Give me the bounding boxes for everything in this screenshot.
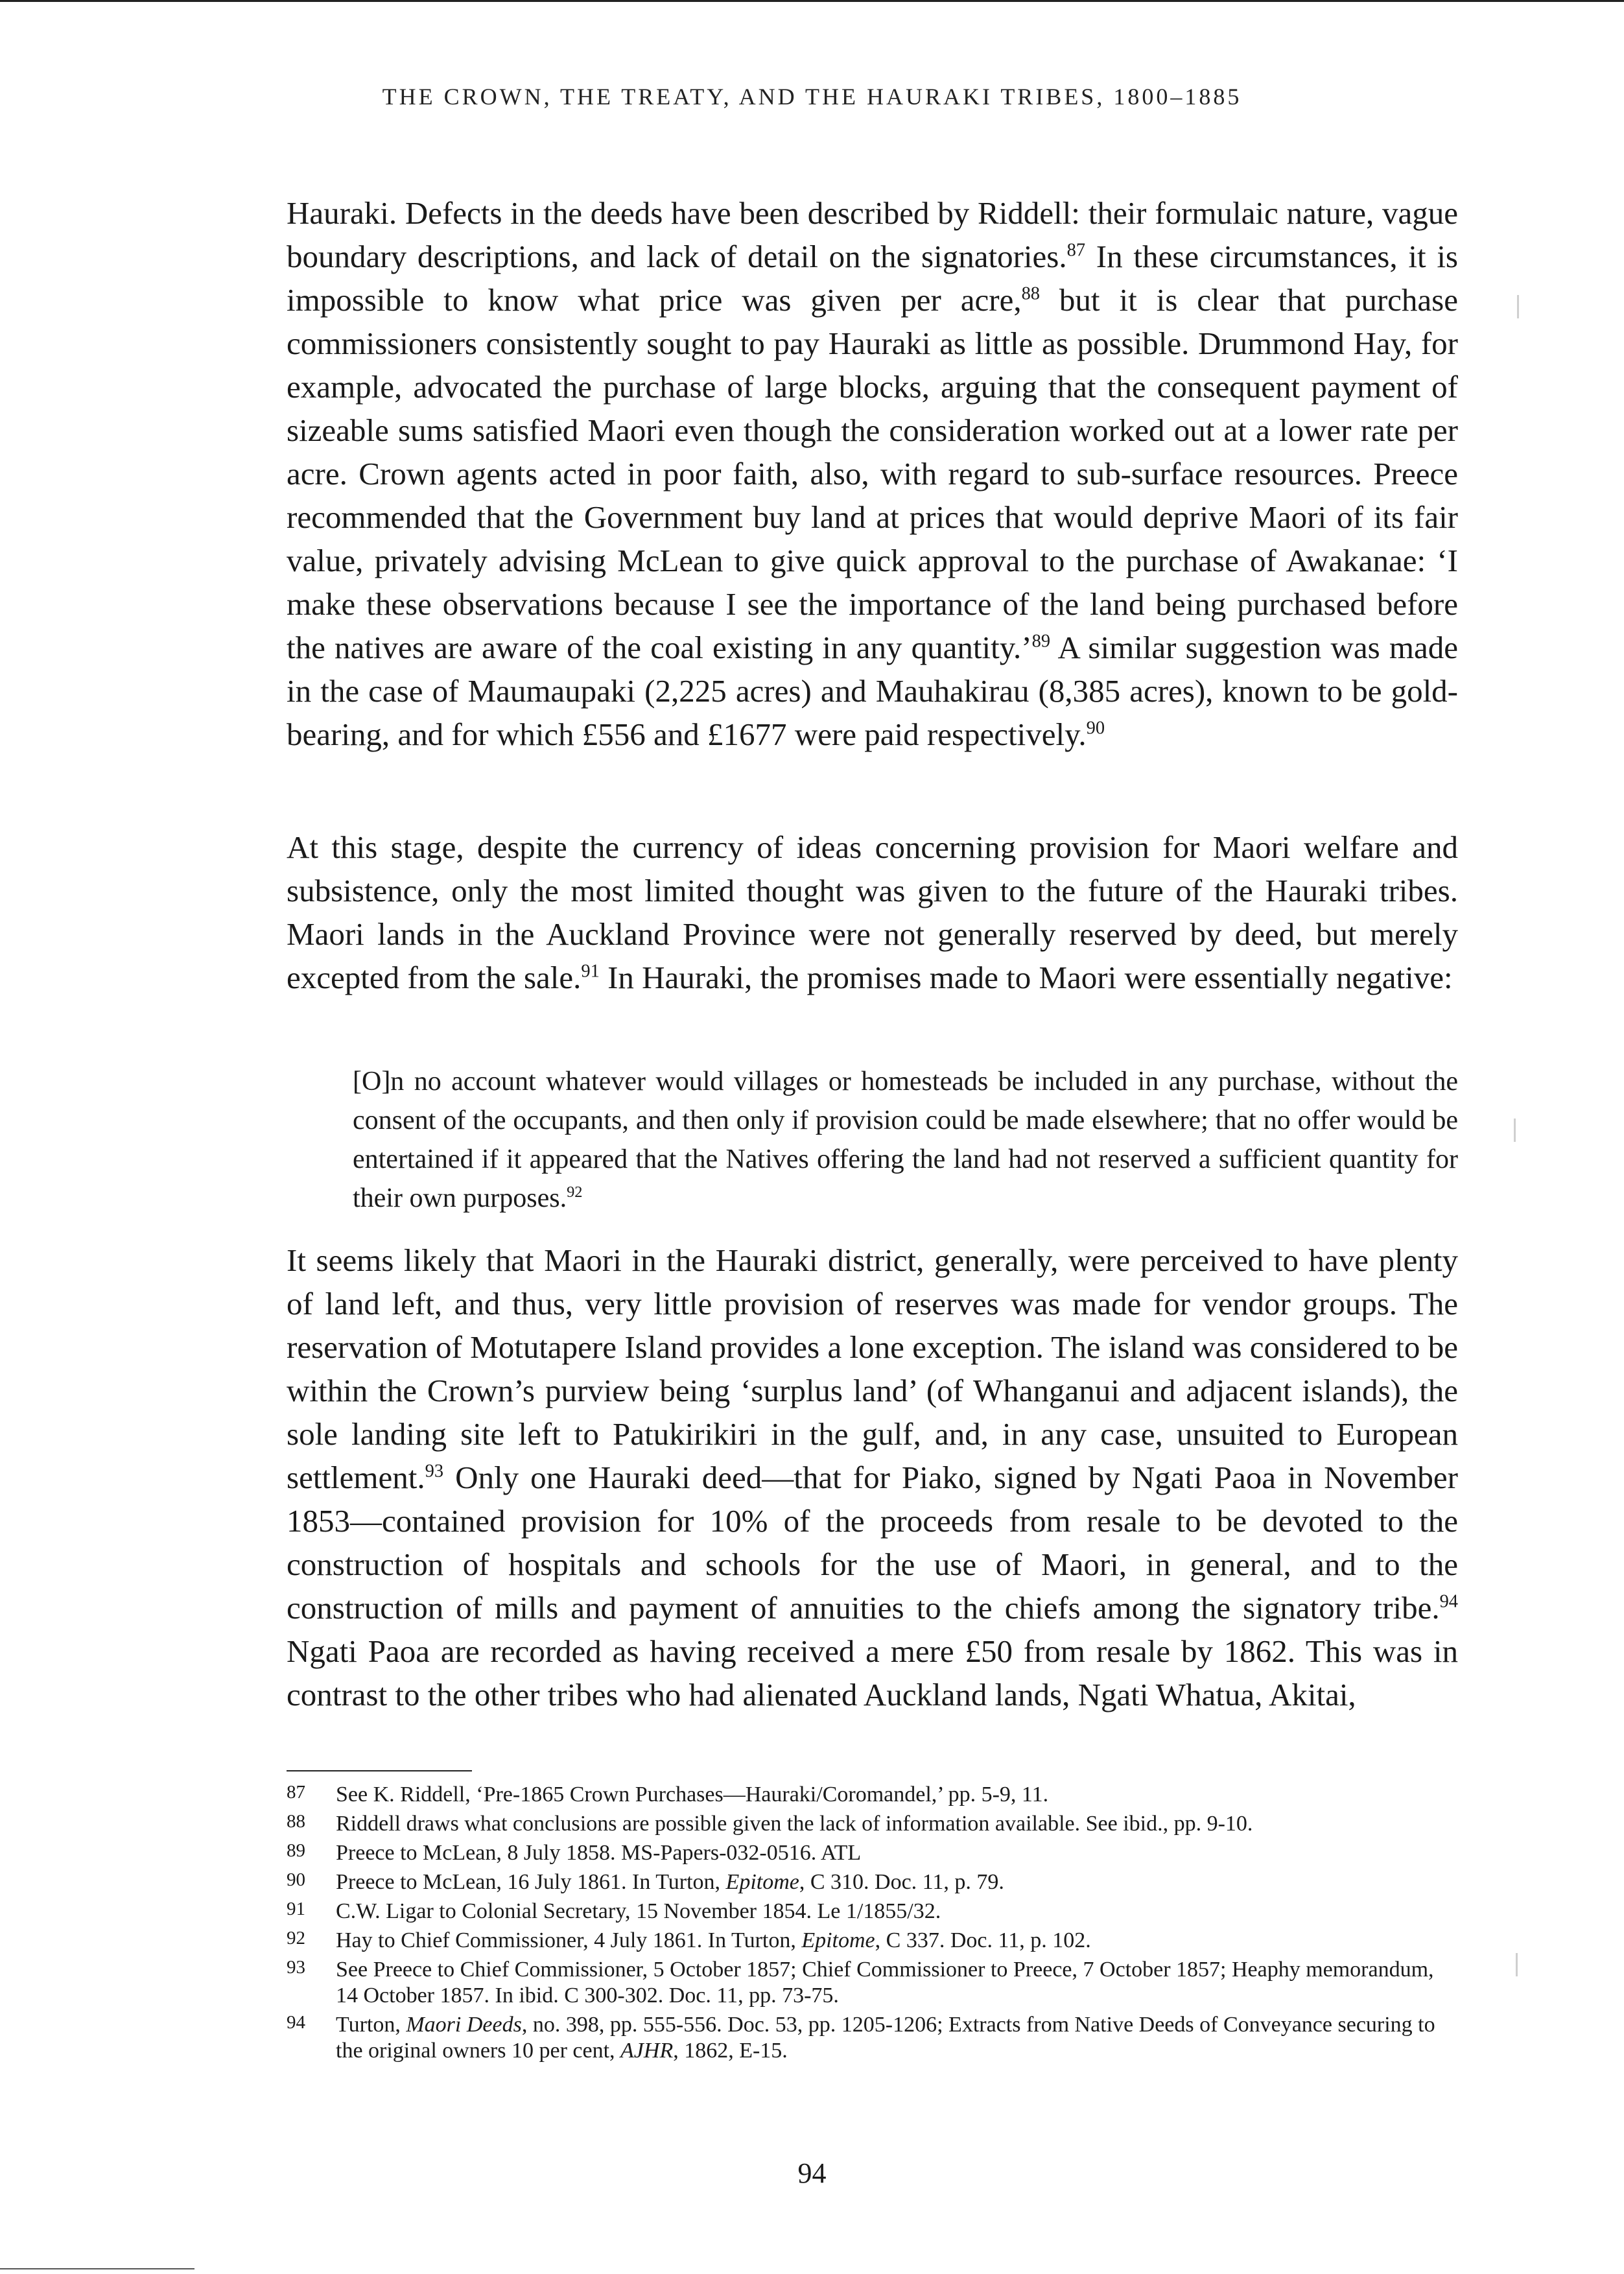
- note-reference: 93: [425, 1461, 444, 1482]
- italic-text: Maori Deeds: [406, 2013, 522, 2037]
- footnote-text: [336, 1958, 1434, 2008]
- footnote-text: [336, 1782, 1048, 1806]
- text-run: Hay to Chief Commissioner, 4 July 1861. In Turton,: [336, 1928, 802, 1952]
- text-run: At this stage, despite the currency of ideas concerning provision for Maori welfare and subsistence, only the most limited thought was given to the future of the Hauraki tribes. Maori lands in the Auckland Province were not generally reserved by deed, but merely excepted from the sale.: [287, 829, 1458, 995]
- note-reference: 87: [1066, 240, 1086, 261]
- footnote: [287, 1957, 1458, 2009]
- note-reference: 88: [1021, 283, 1040, 304]
- text-run: It seems likely that Maori in the Hauraki district, generally, were perceived to have plenty of land left, and thus, very little provision of reserves was made for vendor groups. The reservation of Motutapere Island provides a lone exception. The island was considered to be within the Crown’s purview being ‘surplus land’ (of Whanganui and adjacent islands), the sole landing site left to Patukirikiri in the gulf, and, in any case, unsuited to European settlement.: [287, 1242, 1458, 1495]
- text-run: Turton,: [336, 2013, 406, 2037]
- footnote-number: 87: [287, 1782, 305, 1803]
- text-run: A similar suggestion was made in the case of Maumaupaki (2,225 acres) and Mauhakirau (8,385 acres), known to be gold-bearing, and for which £556 and £1677 were paid respectively.: [287, 630, 1458, 752]
- footnote: [287, 1869, 1458, 1895]
- footnote: [287, 2012, 1458, 2064]
- body-paragraph-2: [287, 825, 1458, 999]
- footnote: [287, 1840, 1458, 1866]
- text-run: Hauraki. Defects in the deeds have been described by Riddell: their formulaic nature, vague boundary descriptions, and lack of detail on the signatories.: [287, 195, 1458, 274]
- text-run: See Preece to Chief Commissioner, 5 October 1857; Chief Commissioner to Preece, 7 October 1857; Heaphy memorandum, 14 October 1857. In ibid. C 300-302. Doc. 11, pp. 73-75.: [336, 1958, 1434, 2008]
- footnote-text: [336, 1899, 941, 1923]
- footnote: [287, 1899, 1458, 1925]
- footnote: [287, 1928, 1458, 1954]
- body-paragraph-3: [287, 1238, 1458, 1716]
- footnote-number: 89: [287, 1840, 305, 1861]
- italic-text: AJHR: [620, 2039, 674, 2063]
- scan-speck: [1514, 1119, 1516, 1142]
- text-run: Riddell draws what conclusions are possible given the lack of information available. See ibid., pp. 9-10.: [336, 1812, 1253, 1836]
- block-quote: [353, 1062, 1458, 1218]
- footnote-text: [336, 1841, 861, 1865]
- text-run: , C 337. Doc. 11, p. 102.: [875, 1928, 1091, 1952]
- italic-text: Epitome: [725, 1870, 799, 1894]
- text-run: C.W. Ligar to Colonial Secretary, 15 November 1854. Le 1/1855/32.: [336, 1899, 941, 1923]
- running-head: THE CROWN, THE TREATY, AND THE HAURAKI TRIBES, 1800–1885: [382, 84, 1242, 110]
- footnote-text: [336, 1812, 1253, 1836]
- text-run: , C 310. Doc. 11, p. 79.: [799, 1870, 1004, 1894]
- text-run: Only one Hauraki deed—that for Piako, signed by Ngati Paoa in November 1853—contained provision for 10% of the proceeds from resale to be devoted to the construction of hospitals and schools for the use of Maori, in general, and to the construction of mills and payment of annuities to the chiefs among the signatory tribe.: [287, 1460, 1458, 1626]
- note-reference: 90: [1086, 718, 1105, 739]
- text-run: Preece to McLean, 8 July 1858. MS-Papers-032-0516. ATL: [336, 1841, 862, 1865]
- text-run: In Hauraki, the promises made to Maori were essentially negative:: [599, 960, 1453, 995]
- footnote-number: 90: [287, 1869, 305, 1890]
- text-run: Ngati Paoa are recorded as having received a mere £50 from resale by 1862. This was in contrast to the other tribes who had alienated Auckland lands, Ngati Whatua, Akitai,: [287, 1633, 1458, 1712]
- scan-speck: [1516, 1953, 1518, 1976]
- footnote-text: [336, 1928, 1091, 1952]
- footnote-text: [336, 1870, 1004, 1894]
- page-number: 94: [797, 2157, 827, 2189]
- footnote-number: 93: [287, 1957, 305, 1978]
- footnote-text: [336, 2013, 1435, 2063]
- italic-text: Epitome: [801, 1928, 875, 1952]
- text-run: but it is clear that purchase commissioners consistently sought to pay Hauraki as little as possible. Drummond Hay, for example, advocated the purchase of large blocks, arguing that the consequent payment of sizeable sums satisfied Maori even though the consideration worked out at a lower rate per acre. Crown agents acted in poor faith, also, with regard to sub-surface resources. Preece recommended that the Government buy land at prices that would deprive Maori of its fair value, privately advising McLean to give quick approval to the purchase of Awakanae: ‘I make these observations because I see the importance of the land being purchased before the natives are aware of the coal existing in any quantity.’: [287, 282, 1458, 665]
- footnotes-list: [287, 1782, 1458, 2067]
- text-run: , no. 398, pp. 555-556. Doc. 53, pp. 1205-1206; Extracts from Native Deeds of Conveyance securing to the original owners 10 per cent,: [336, 2013, 1435, 2063]
- footnote-number: 94: [287, 2012, 305, 2033]
- footnote: [287, 1782, 1458, 1808]
- footnote-number: 92: [287, 1928, 305, 1948]
- text-run: , 1862, E-15.: [673, 2039, 788, 2063]
- footnote: [287, 1811, 1458, 1837]
- footnote-number: 88: [287, 1811, 305, 1832]
- footnote-number: 91: [287, 1899, 305, 1919]
- text-run: Preece to McLean, 16 July 1861. In Turton,: [336, 1870, 726, 1894]
- scan-edge-line: [0, 2268, 194, 2269]
- footnote-separator: [287, 1770, 472, 1771]
- body-paragraph-1: [287, 191, 1458, 756]
- note-reference: 91: [581, 961, 600, 982]
- text-run: [O]n no account whatever would villages or homesteads be included in any purchase, without the consent of the occupants, and then only if provision could be made elsewhere; that no offer would be entertained if it appeared that the Natives offering the land had not reserved a sufficient quantity for their own purposes.: [353, 1067, 1458, 1213]
- text-run: See K. Riddell, ‘Pre-1865 Crown Purchases—Hauraki/Coromandel,’ pp. 5-9, 11.: [336, 1782, 1049, 1806]
- note-reference: 94: [1439, 1591, 1458, 1612]
- note-reference: 89: [1031, 631, 1051, 652]
- scan-speck: [1517, 295, 1519, 318]
- note-reference: 92: [567, 1183, 583, 1201]
- text-run: In these circumstances, it is impossible to know what price was given per acre,: [287, 239, 1459, 318]
